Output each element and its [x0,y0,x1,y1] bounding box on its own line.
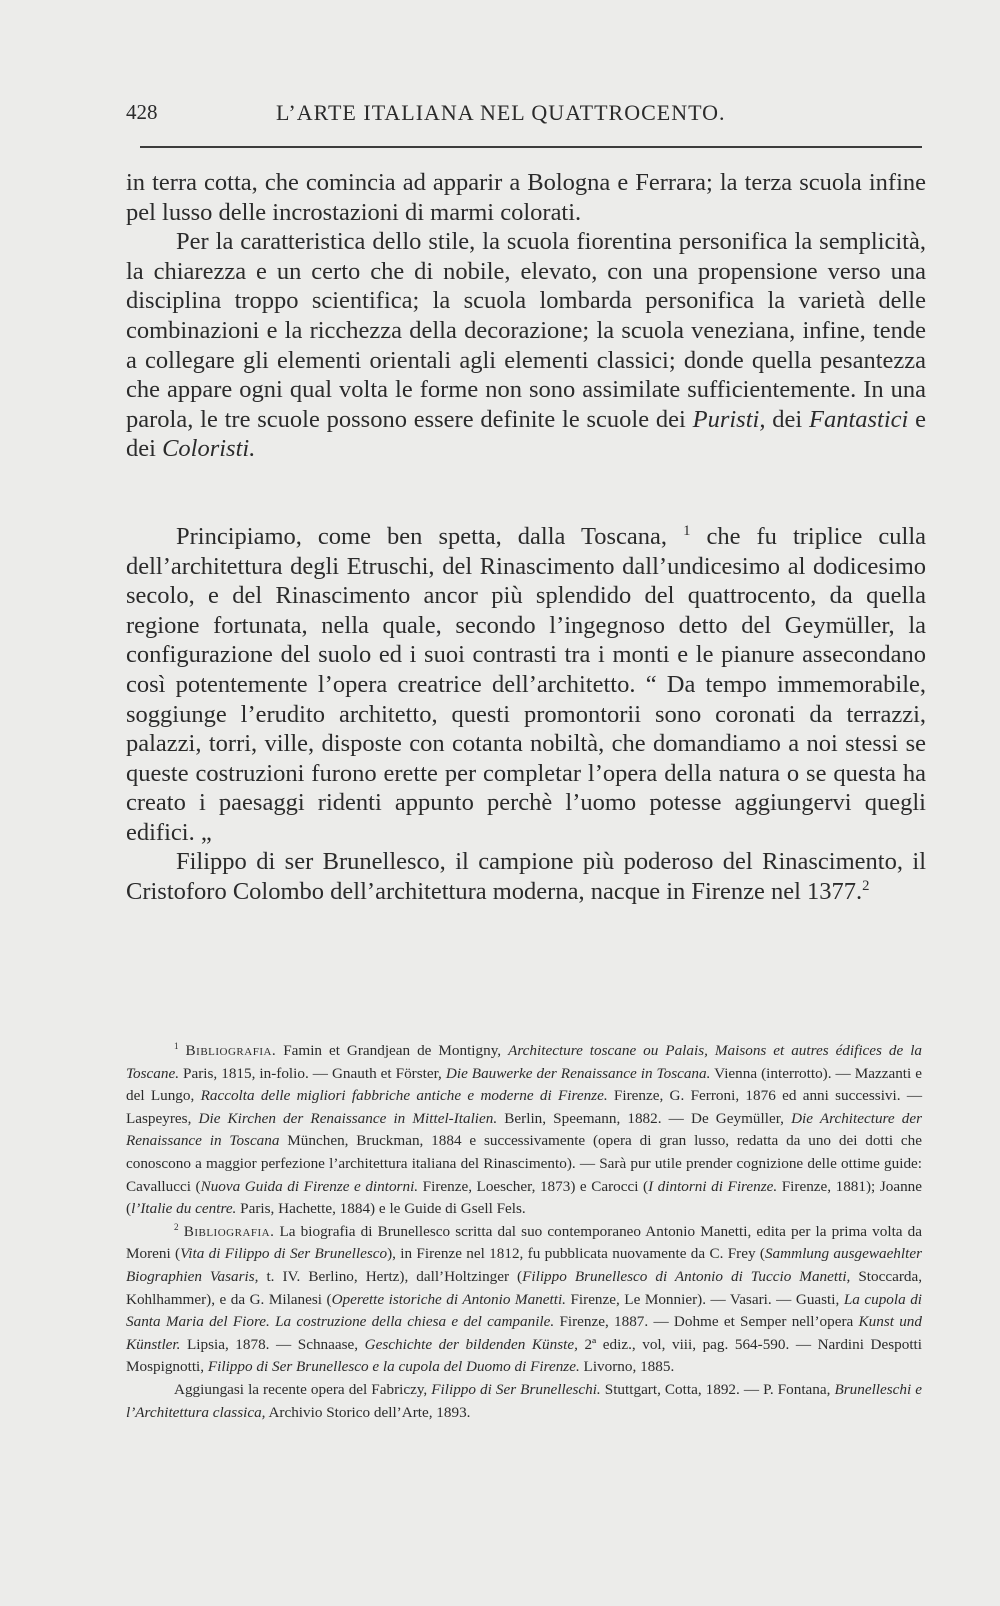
paragraph-3: Principiamo, come ben spetta, dalla Toscana, $^1$ che fu triplice culla dell’architettura degli Etruschi, del Rinascimento dall’undicesimo al dodicesimo secolo, e del Rinascimento ancor più splendido del quattrocento, da quella regione fortunata, nella quale, secondo l’ingegnoso detto del Geymüller, la configurazione del suolo ed i suoi contrasti tra i monti e le pianure assecondano così potentemente l’opera creatrice dell’architetto. “ Da tempo immemorabile, soggiunge l’erudito architetto, questi promontorii sono coronati da terrazzi, palazzi, torri, ville, disposte con cotanta nobiltà, che domandiamo a noi stessi se queste costruzioni furono erette per completar l’opera della natura o se questa ha creato i paesaggi ridenti appunto perchè l’uomo potesse aggiungervi quegli edifici. „ [126,522,927,846]
page-header [126,100,926,134]
footnote-2-addendum: Aggiungasi la recente opera del Fabriczy, Filippo di Ser Brunelleschi. Stuttgart, Cotta, 1892. — P. Fontana, Brunelleschi e l’Architettura classica, Archivio Storico dell’Arte, 1893. [126,1380,922,1421]
paragraph-1: in terra cotta, che comincia ad apparir a Bologna e Ferrara; la terza scuola infine pel lusso delle incrostazioni di marmi colorati. [126,169,926,226]
running-title: L’ARTE ITALIANA NEL QUATTROCENTO. [276,100,726,125]
footnote-ref-2: 2 [862,877,870,894]
main-text [126,168,926,907]
footnote-ref-1: 1 [683,522,691,539]
header-rule [140,146,922,148]
footnotes [126,1040,922,1424]
paragraph-2: Per la caratteristica dello stile, la scuola fiorentina personifica la semplicità, la chiarezza e un certo che di nobile, elevato, con una propensione verso una disciplina troppo scientifica; la scuola lombarda personifica la varietà delle combinazioni e la ricchezza della decorazione; la scuola veneziana, infine, tende a collegare gli elementi orientali agli elementi classici; donde quella pesantezza che appare ogni qual volta le forme non sono assimilate sufficientemente. In una parola, le tre scuole possono essere definite le scuole dei Puristi, dei Fantastici e dei Coloristi. [126,228,927,463]
paragraph-4: Filippo di ser Brunellesco, il campione più poderoso del Rinascimento, il Cristoforo Colombo dell’architettura moderna, nacque in Firenze nel 1377.$^2$ [126,848,926,906]
page-number: 428 [126,100,158,124]
footnote-2: $^2$ Bibliografia. La biografia di Brunellesco scritta dal suo contemporaneo Antonio Manetti, edita per la prima volta da Moreni (Vita di Filippo di Ser Brunellesco), in Firenze nel 1812, fu pubblicata nuovamente da C. Frey (Sammlung ausgewaehlter Biographien Vasaris, t. IV. Berlino, Hertz), dall’Holtzinger (Filippo Brunellesco di Antonio di Tuccio Manetti, Stoccarda, Kohlhammer), e da G. Milanesi (Operette istoriche di Antonio Manetti. Firenze, Le Monnier). — Vasari. — Guasti, La cupola di Santa Maria del Fiore. La costruzione della chiesa e del campanile. Firenze, 1887. — Dohme et Semper nell’opera Kunst und Künstler. Lipsia, 1878. — Schnaase, Geschichte der bildenden Künste, 2ª ediz., vol, viii, pag. 564-590. — Nardini Despotti Mospignotti, Filippo di Ser Brunellesco e la cupola del Duomo di Firenze. Livorno, 1885. [126,1221,923,1376]
footnote-1: $^1$ Bibliografia. Famin et Grandjean de Montigny, Architecture toscane ou Palais, Maisons et autres édifices de la Toscane. Paris, 1815, in-folio. — Gnauth et Förster, Die Bauwerke der Renaissance in Toscana. Vienna (interrotto). — Mazzanti e del Lungo, Raccolta delle migliori fabbriche antiche e moderne di Firenze. Firenze, G. Ferroni, 1876 ed anni successivi. — Laspeyres, Die Kirchen der Renaissance in Mittel-Italien. Berlin, Speemann, 1882. — De Geymüller, Die Architecture der Renaissance in Toscana München, Bruckman, 1884 e successivamente (opera di gran lusso, redatta da uno dei dotti che conoscono a maggior perfezione l’architettura italiana del Rinascimento). — Sarà pur utile prender cognizione delle ottime guide: Cavallucci (Nuova Guida di Firenze e dintorni. Firenze, Loescher, 1873) e Carocci (I dintorni di Firenze. Firenze, 1881); Joanne (l’Italie du centre. Paris, Hachette, 1884) e le Guide di Gsell Fels. [126,1040,923,1218]
